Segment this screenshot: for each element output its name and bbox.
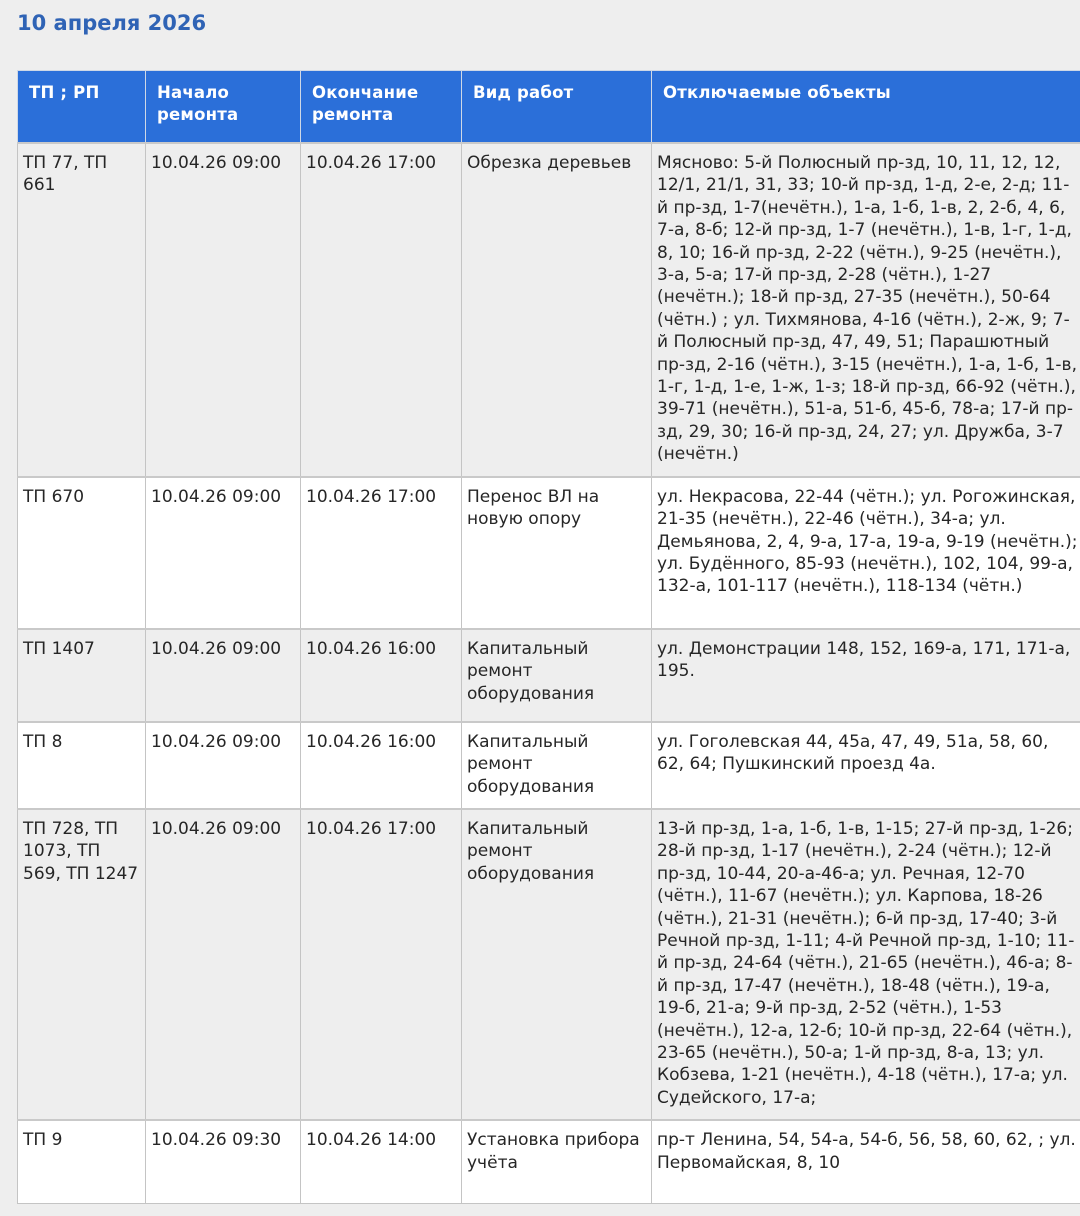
cell-tp: ТП 8 xyxy=(18,722,146,809)
header-work-type: Вид работ xyxy=(462,71,652,144)
table-row xyxy=(18,629,1080,722)
cell-objects: ул. Гоголевская 44, 45а, 47, 49, 51а, 58, 60, 62, 64; Пушкинский проезд 4а. xyxy=(652,722,1080,809)
header-row xyxy=(18,71,1080,144)
cell-start: 10.04.26 09:00 xyxy=(146,809,301,1120)
table-row xyxy=(18,722,1080,809)
table-row xyxy=(18,809,1080,1120)
header-end: Окончание ремонта xyxy=(301,71,462,144)
table-row xyxy=(18,477,1080,629)
cell-objects: 13-й пр-зд, 1-а, 1-б, 1-в, 1-15; 27-й пр-зд, 1-26; 28-й пр-зд, 1-17 (нечётн.), 2-24 (чётн.); 12-й пр-зд, 10-44, 20-а-46-а; ул. Речная, 12-70 (чётн.), 11-67 (нечётн.); ул. Карпова, 18-26 (чётн.), 21-31 (нечётн.); 6-й пр-зд, 17-40; 3-й Речной пр-зд, 1-11; 4-й Речной пр-зд, 1-10; 11-й пр-зд, 24-64 (чётн.), 21-65 (нечётн.), 46-а; 8-й пр-зд, 17-47 (нечётн.), 18-48 (чётн.), 19-а, 19-б, 21-а; 9-й пр-зд, 2-52 (чётн.), 1-53 (нечётн.), 12-а, 12-б; 10-й пр-зд, 22-64 (чётн.), 23-65 (нечётн.), 50-а; 1-й пр-зд, 8-а, 13; ул. Кобзева, 1-21 (нечётн.), 4-18 (чётн.), 17-а; ул. Судейского, 17-а; xyxy=(652,809,1080,1120)
cell-end: 10.04.26 17:00 xyxy=(301,143,462,477)
table-body xyxy=(18,143,1080,1204)
cell-end: 10.04.26 17:00 xyxy=(301,477,462,629)
table-row xyxy=(18,1120,1080,1204)
header-tp: ТП ; РП xyxy=(18,71,146,144)
cell-start: 10.04.26 09:00 xyxy=(146,629,301,722)
cell-objects: Мясново: 5-й Полюсный пр-зд, 10, 11, 12, 12, 12/1, 21/1, 31, 33; 10-й пр-зд, 1-д, 2-е, 2-д; 11-й пр-зд, 1-7(нечётн.), 1-а, 1-б, 1-в, 2, 2-б, 4, 6, 7-а, 8-б; 12-й пр-зд, 1-7 (нечётн.), 1-в, 1-г, 1-д, 8, 10; 16-й пр-зд, 2-22 (чётн.), 9-25 (нечётн.), 3-а, 5-а; 17-й пр-зд, 2-28 (чётн.), 1-27 (нечётн.); 18-й пр-зд, 27-35 (нечётн.), 50-64 (чётн.) ; ул. Тихмянова, 4-16 (чётн.), 2-ж, 9; 7-й Полюсный пр-зд, 47, 49, 51; Парашютный пр-зд, 2-16 (чётн.), 3-15 (нечётн.), 1-а, 1-б, 1-в, 1-г, 1-д, 1-е, 1-ж, 1-з; 18-й пр-зд, 66-92 (чётн.), 39-71 (нечётн.), 51-а, 51-б, 45-б, 78-а; 17-й пр-зд, 29, 30; 16-й пр-зд, 24, 27; ул. Дружба, 3-7 (нечётн.) xyxy=(652,143,1080,477)
cell-objects: ул. Демонстрации 148, 152, 169-а, 171, 171-а, 195. xyxy=(652,629,1080,722)
cell-objects: ул. Некрасова, 22-44 (чётн.); ул. Рогожинская, 21-35 (нечётн.), 22-46 (чётн.), 34-а; ул. Демьянова, 2, 4, 9-а, 17-а, 19-а, 9-19 (нечётн.); ул. Будённого, 85-93 (нечётн.), 102, 104, 99-а, 132-а, 101-117 (нечётн.), 118-134 (чётн.) xyxy=(652,477,1080,629)
cell-work-type: Капитальный ремонт оборудования xyxy=(462,629,652,722)
cell-tp: ТП 9 xyxy=(18,1120,146,1204)
date-heading: 10 апреля 2026 xyxy=(17,11,207,35)
header-objects: Отключаемые объекты xyxy=(652,71,1080,144)
cell-end: 10.04.26 17:00 xyxy=(301,809,462,1120)
cell-tp: ТП 728, ТП 1073, ТП 569, ТП 1247 xyxy=(18,809,146,1120)
cell-work-type: Капитальный ремонт оборудования xyxy=(462,809,652,1120)
cell-start: 10.04.26 09:00 xyxy=(146,722,301,809)
cell-tp: ТП 77, ТП 661 xyxy=(18,143,146,477)
header-start: Начало ремонта xyxy=(146,71,301,144)
cell-end: 10.04.26 16:00 xyxy=(301,722,462,809)
table-header xyxy=(18,71,1080,144)
cell-work-type: Капитальный ремонт оборудования xyxy=(462,722,652,809)
cell-work-type: Установка прибора учёта xyxy=(462,1120,652,1204)
cell-tp: ТП 1407 xyxy=(18,629,146,722)
outage-table-container xyxy=(17,70,1080,1204)
cell-end: 10.04.26 14:00 xyxy=(301,1120,462,1204)
cell-work-type: Обрезка деревьев xyxy=(462,143,652,477)
table-row xyxy=(18,143,1080,477)
cell-start: 10.04.26 09:30 xyxy=(146,1120,301,1204)
cell-objects: пр-т Ленина, 54, 54-а, 54-б, 56, 58, 60, 62, ; ул. Первомайская, 8, 10 xyxy=(652,1120,1080,1204)
cell-start: 10.04.26 09:00 xyxy=(146,143,301,477)
cell-work-type: Перенос ВЛ на новую опору xyxy=(462,477,652,629)
outage-table xyxy=(17,70,1080,1204)
cell-tp: ТП 670 xyxy=(18,477,146,629)
cell-end: 10.04.26 16:00 xyxy=(301,629,462,722)
cell-start: 10.04.26 09:00 xyxy=(146,477,301,629)
